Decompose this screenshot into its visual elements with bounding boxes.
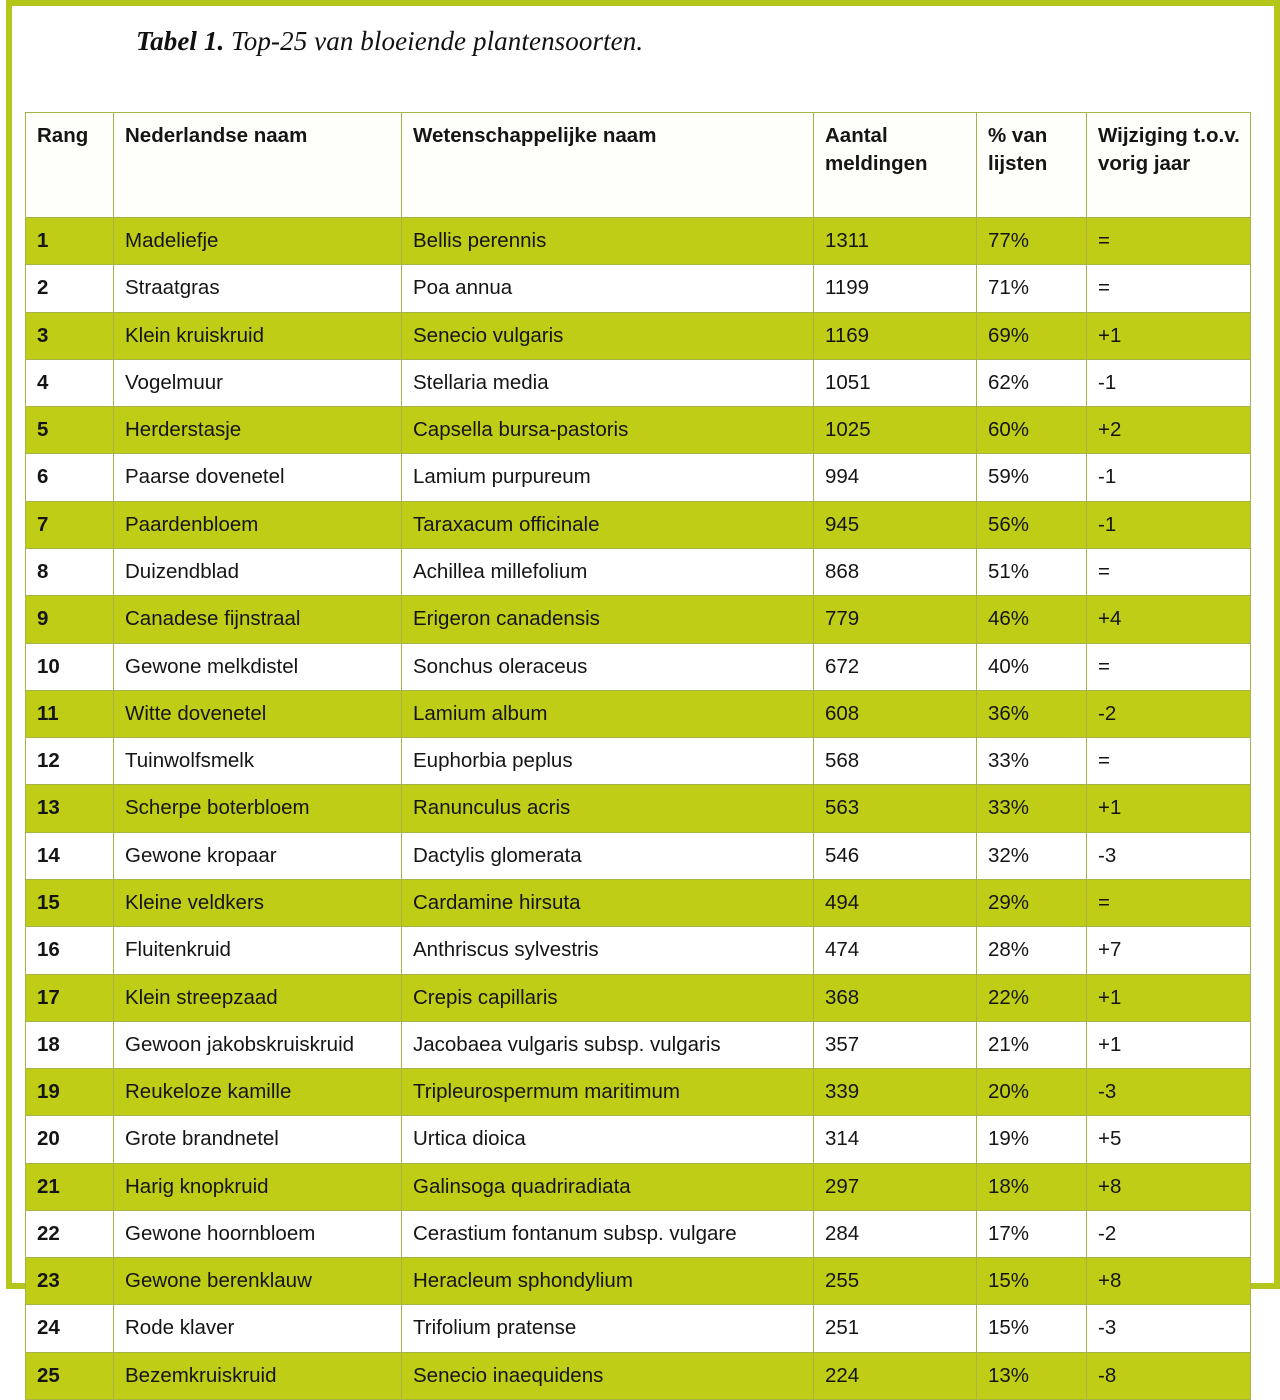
table-row: [26, 1116, 1251, 1163]
cell-count: 251: [814, 1305, 977, 1352]
cell-rank: 12: [26, 738, 114, 785]
cell-dutch-name: Reukeloze kamille: [114, 1069, 402, 1116]
cell-rank: 19: [26, 1069, 114, 1116]
cell-change: +4: [1087, 596, 1251, 643]
cell-percent: 69%: [977, 312, 1087, 359]
cell-dutch-name: Paardenbloem: [114, 501, 402, 548]
cell-change: +1: [1087, 1021, 1251, 1068]
cell-count: 945: [814, 501, 977, 548]
cell-rank: 24: [26, 1305, 114, 1352]
cell-change: =: [1087, 738, 1251, 785]
cell-change: +2: [1087, 407, 1251, 454]
column-header-rank: Rang: [26, 113, 114, 218]
table-row: [26, 265, 1251, 312]
cell-count: 1051: [814, 359, 977, 406]
cell-scientific-name: Galinsoga quadriradiata: [402, 1163, 814, 1210]
cell-percent: 77%: [977, 218, 1087, 265]
cell-rank: 20: [26, 1116, 114, 1163]
cell-rank: 7: [26, 501, 114, 548]
cell-scientific-name: Cardamine hirsuta: [402, 879, 814, 926]
cell-change: -3: [1087, 832, 1251, 879]
table-row: [26, 1069, 1251, 1116]
table-row: [26, 548, 1251, 595]
cell-count: 1311: [814, 218, 977, 265]
cell-count: 994: [814, 454, 977, 501]
cell-change: -2: [1087, 1210, 1251, 1257]
cell-scientific-name: Erigeron canadensis: [402, 596, 814, 643]
table-body: [26, 218, 1251, 1400]
cell-dutch-name: Kleine veldkers: [114, 879, 402, 926]
cell-scientific-name: Lamium album: [402, 690, 814, 737]
table-row: [26, 690, 1251, 737]
cell-count: 474: [814, 927, 977, 974]
cell-rank: 4: [26, 359, 114, 406]
cell-rank: 9: [26, 596, 114, 643]
cell-percent: 62%: [977, 359, 1087, 406]
cell-scientific-name: Jacobaea vulgaris subsp. vulgaris: [402, 1021, 814, 1068]
cell-rank: 13: [26, 785, 114, 832]
cell-scientific-name: Poa annua: [402, 265, 814, 312]
cell-rank: 10: [26, 643, 114, 690]
table-row: [26, 1021, 1251, 1068]
table-header-row: [26, 113, 1251, 218]
cell-count: 494: [814, 879, 977, 926]
cell-change: +1: [1087, 974, 1251, 1021]
cell-scientific-name: Stellaria media: [402, 359, 814, 406]
cell-rank: 15: [26, 879, 114, 926]
cell-rank: 23: [26, 1258, 114, 1305]
cell-count: 672: [814, 643, 977, 690]
cell-percent: 18%: [977, 1163, 1087, 1210]
cell-percent: 19%: [977, 1116, 1087, 1163]
table-row: [26, 832, 1251, 879]
cell-dutch-name: Duizendblad: [114, 548, 402, 595]
cell-dutch-name: Tuinwolfsmelk: [114, 738, 402, 785]
cell-count: 563: [814, 785, 977, 832]
cell-dutch-name: Gewoon jakobskruiskruid: [114, 1021, 402, 1068]
table-header: [26, 113, 1251, 218]
cell-change: -2: [1087, 690, 1251, 737]
cell-scientific-name: Trifolium pratense: [402, 1305, 814, 1352]
cell-dutch-name: Rode klaver: [114, 1305, 402, 1352]
cell-count: 608: [814, 690, 977, 737]
cell-rank: 18: [26, 1021, 114, 1068]
cell-rank: 3: [26, 312, 114, 359]
table-row: [26, 454, 1251, 501]
cell-change: -8: [1087, 1352, 1251, 1399]
cell-dutch-name: Harig knopkruid: [114, 1163, 402, 1210]
cell-change: -3: [1087, 1305, 1251, 1352]
cell-change: +8: [1087, 1258, 1251, 1305]
column-header-percent: % van lijsten: [977, 113, 1087, 218]
table-row: [26, 218, 1251, 265]
table-row: [26, 501, 1251, 548]
table-container: [25, 112, 1250, 1400]
cell-dutch-name: Paarse dovenetel: [114, 454, 402, 501]
cell-scientific-name: Tripleurospermum maritimum: [402, 1069, 814, 1116]
cell-dutch-name: Grote brandnetel: [114, 1116, 402, 1163]
cell-count: 568: [814, 738, 977, 785]
cell-count: 284: [814, 1210, 977, 1257]
table-row: [26, 359, 1251, 406]
cell-percent: 71%: [977, 265, 1087, 312]
cell-rank: 6: [26, 454, 114, 501]
cell-count: 546: [814, 832, 977, 879]
cell-count: 779: [814, 596, 977, 643]
table-row: [26, 738, 1251, 785]
cell-count: 357: [814, 1021, 977, 1068]
table-row: [26, 1210, 1251, 1257]
cell-rank: 1: [26, 218, 114, 265]
cell-scientific-name: Anthriscus sylvestris: [402, 927, 814, 974]
table-row: [26, 1352, 1251, 1399]
table-row: [26, 596, 1251, 643]
cell-scientific-name: Dactylis glomerata: [402, 832, 814, 879]
cell-change: +8: [1087, 1163, 1251, 1210]
cell-change: +7: [1087, 927, 1251, 974]
cell-percent: 33%: [977, 738, 1087, 785]
table-row: [26, 1258, 1251, 1305]
column-header-count: Aantal meldingen: [814, 113, 977, 218]
table-row: [26, 643, 1251, 690]
cell-scientific-name: Senecio inaequidens: [402, 1352, 814, 1399]
cell-change: -1: [1087, 501, 1251, 548]
cell-scientific-name: Senecio vulgaris: [402, 312, 814, 359]
cell-scientific-name: Achillea millefolium: [402, 548, 814, 595]
cell-percent: 32%: [977, 832, 1087, 879]
cell-scientific-name: Bellis perennis: [402, 218, 814, 265]
cell-count: 868: [814, 548, 977, 595]
cell-count: 1199: [814, 265, 977, 312]
cell-change: +5: [1087, 1116, 1251, 1163]
cell-percent: 15%: [977, 1305, 1087, 1352]
column-header-dutch-name: Nederlandse naam: [114, 113, 402, 218]
cell-percent: 22%: [977, 974, 1087, 1021]
top25-plant-species-table: [25, 112, 1251, 1400]
cell-rank: 5: [26, 407, 114, 454]
cell-percent: 56%: [977, 501, 1087, 548]
cell-scientific-name: Ranunculus acris: [402, 785, 814, 832]
table-row: [26, 312, 1251, 359]
cell-dutch-name: Witte dovenetel: [114, 690, 402, 737]
cell-dutch-name: Scherpe boterbloem: [114, 785, 402, 832]
cell-scientific-name: Crepis capillaris: [402, 974, 814, 1021]
table-row: [26, 879, 1251, 926]
cell-dutch-name: Vogelmuur: [114, 359, 402, 406]
table-caption: [136, 26, 643, 57]
cell-percent: 15%: [977, 1258, 1087, 1305]
column-header-change: Wijziging t.o.v. vorig jaar: [1087, 113, 1251, 218]
table-row: [26, 927, 1251, 974]
cell-percent: 59%: [977, 454, 1087, 501]
cell-dutch-name: Klein streepzaad: [114, 974, 402, 1021]
cell-rank: 11: [26, 690, 114, 737]
cell-change: =: [1087, 879, 1251, 926]
cell-change: =: [1087, 643, 1251, 690]
cell-percent: 20%: [977, 1069, 1087, 1116]
cell-change: +1: [1087, 785, 1251, 832]
cell-percent: 40%: [977, 643, 1087, 690]
page-border-frame-top: [6, 0, 1274, 6]
cell-count: 255: [814, 1258, 977, 1305]
cell-change: =: [1087, 265, 1251, 312]
table-row: [26, 1163, 1251, 1210]
cell-count: 224: [814, 1352, 977, 1399]
table-row: [26, 1305, 1251, 1352]
cell-percent: 51%: [977, 548, 1087, 595]
cell-count: 1169: [814, 312, 977, 359]
cell-percent: 17%: [977, 1210, 1087, 1257]
cell-dutch-name: Gewone berenklauw: [114, 1258, 402, 1305]
cell-dutch-name: Klein kruiskruid: [114, 312, 402, 359]
cell-scientific-name: Euphorbia peplus: [402, 738, 814, 785]
cell-rank: 8: [26, 548, 114, 595]
cell-scientific-name: Cerastium fontanum subsp. vulgare: [402, 1210, 814, 1257]
cell-scientific-name: Sonchus oleraceus: [402, 643, 814, 690]
cell-dutch-name: Madeliefje: [114, 218, 402, 265]
cell-scientific-name: Capsella bursa-pastoris: [402, 407, 814, 454]
cell-rank: 21: [26, 1163, 114, 1210]
cell-scientific-name: Lamium purpureum: [402, 454, 814, 501]
column-header-scientific-name: Wetenschappelijke naam: [402, 113, 814, 218]
cell-percent: 36%: [977, 690, 1087, 737]
table-caption-text: Top-25 van bloeiende plantensoorten.: [224, 26, 644, 56]
cell-count: 314: [814, 1116, 977, 1163]
cell-percent: 28%: [977, 927, 1087, 974]
cell-dutch-name: Gewone kropaar: [114, 832, 402, 879]
cell-change: =: [1087, 218, 1251, 265]
cell-percent: 46%: [977, 596, 1087, 643]
table-row: [26, 785, 1251, 832]
cell-change: =: [1087, 548, 1251, 595]
cell-rank: 16: [26, 927, 114, 974]
cell-dutch-name: Herderstasje: [114, 407, 402, 454]
cell-change: -1: [1087, 454, 1251, 501]
table-caption-label: Tabel 1.: [136, 26, 225, 56]
cell-dutch-name: Gewone hoornbloem: [114, 1210, 402, 1257]
cell-dutch-name: Canadese fijnstraal: [114, 596, 402, 643]
cell-scientific-name: Heracleum sphondylium: [402, 1258, 814, 1305]
cell-change: +1: [1087, 312, 1251, 359]
cell-rank: 25: [26, 1352, 114, 1399]
cell-percent: 13%: [977, 1352, 1087, 1399]
table-row: [26, 407, 1251, 454]
cell-count: 297: [814, 1163, 977, 1210]
cell-rank: 22: [26, 1210, 114, 1257]
cell-rank: 14: [26, 832, 114, 879]
cell-rank: 17: [26, 974, 114, 1021]
cell-scientific-name: Taraxacum officinale: [402, 501, 814, 548]
cell-dutch-name: Fluitenkruid: [114, 927, 402, 974]
page-border-frame-right: [1274, 0, 1280, 1289]
cell-dutch-name: Straatgras: [114, 265, 402, 312]
cell-percent: 33%: [977, 785, 1087, 832]
cell-percent: 60%: [977, 407, 1087, 454]
cell-change: -1: [1087, 359, 1251, 406]
cell-count: 368: [814, 974, 977, 1021]
cell-percent: 21%: [977, 1021, 1087, 1068]
cell-count: 339: [814, 1069, 977, 1116]
cell-scientific-name: Urtica dioica: [402, 1116, 814, 1163]
cell-change: -3: [1087, 1069, 1251, 1116]
cell-count: 1025: [814, 407, 977, 454]
cell-percent: 29%: [977, 879, 1087, 926]
table-row: [26, 974, 1251, 1021]
cell-dutch-name: Gewone melkdistel: [114, 643, 402, 690]
cell-dutch-name: Bezemkruiskruid: [114, 1352, 402, 1399]
cell-rank: 2: [26, 265, 114, 312]
